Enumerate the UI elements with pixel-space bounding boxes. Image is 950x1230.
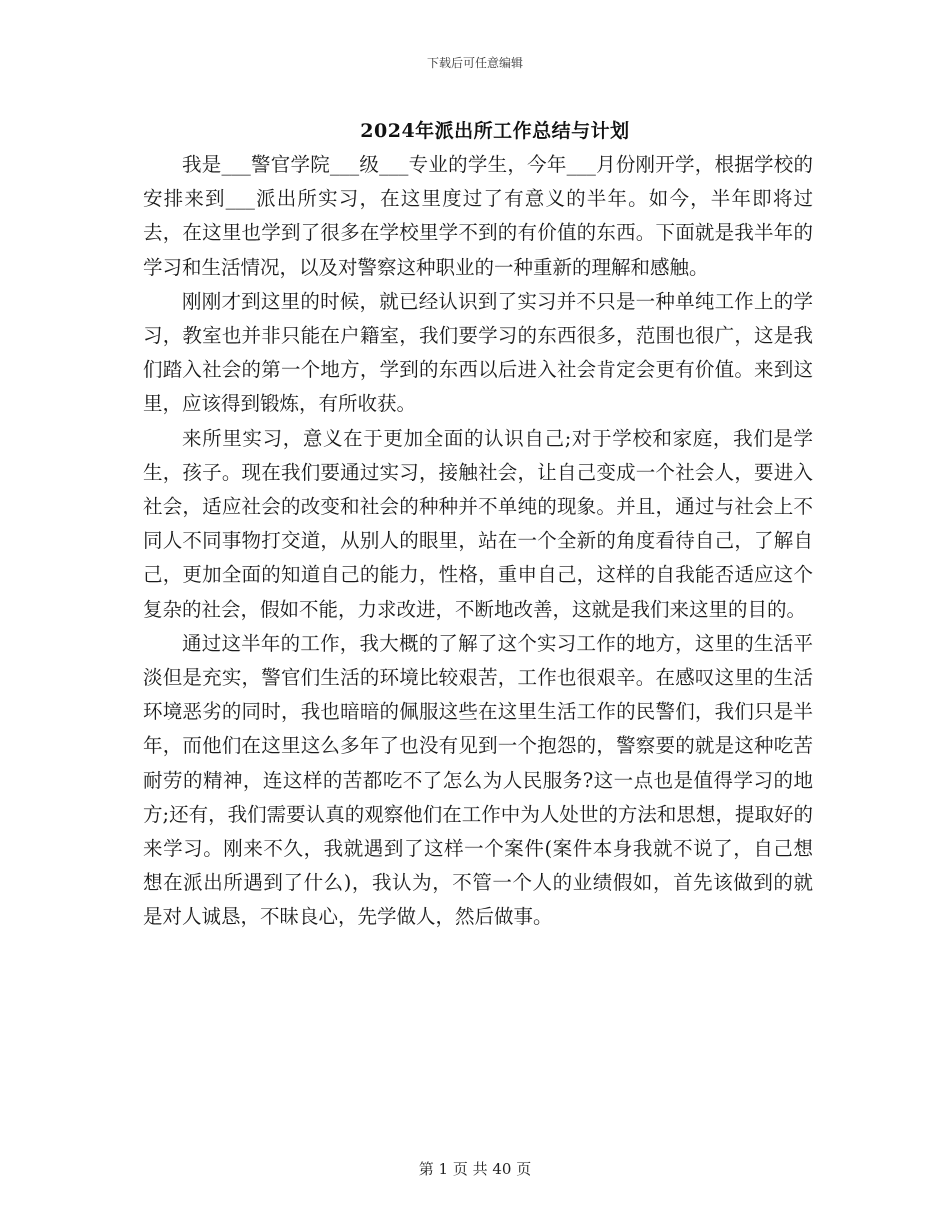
paragraph-4: 通过这半年的工作，我大概的了解了这个实习工作的地方，这里的生活平淡但是充实，警官们生活的环境比较艰苦，工作也很艰辛。在感叹这里的生活环境恶劣的同时，我也暗暗的佩服这些在这里生活工作的民警们，我们只是半年，而他们在这里这么多年了也没有见到一个抱怨的，警察要的就是这种吃苦耐劳的精神，连这样的苦都吃不了怎么为人民服务?这一点也是值得学习的地方;还有，我们需要认真的观察他们在工作中为人处世的方法和思想，提取好的来学习。刚来不久，我就遇到了这样一个案件(案件本身我就不说了，自己想想在派出所遇到了什么)，我认为，不管一个人的业绩假如，首先该做到的就是对人诚恳，不昧良心，先学做人，然后做事。 — [143, 631, 813, 929]
page-number: 第 1 页 共 40 页 — [418, 1160, 532, 1178]
document-body — [143, 148, 813, 935]
document-title: 2024年派出所工作总结与计划 — [360, 120, 630, 142]
paragraph-1: 我是___警官学院___级___专业的学生，今年___月份刚开学，根据学校的安排来到___派出所实习，在这里度过了有意义的半年。如今，半年即将过去，在这里也学到了很多在学校里学不到的有价值的东西。下面就是我半年的学习和生活情况，以及对警察这种职业的一种重新的理解和感触。 — [143, 153, 813, 279]
paragraph-3: 来所里实习，意义在于更加全面的认识自己;对于学校和家庭，我们是学生，孩子。现在我们要通过实习，接触社会，让自己变成一个社会人，要进入社会，适应社会的改变和社会的种种并不单纯的现象。并且，通过与社会上不同人不同事物打交道，从别人的眼里，站在一个全新的角度看待自己，了解自己，更加全面的知道自己的能力，性格，重申自己，这样的自我能否适应这个复杂的社会，假如不能，力求改进，不断地改善，这就是我们来这里的目的。 — [143, 426, 813, 621]
paragraph-2: 刚刚才到这里的时候，就已经认识到了实习并不只是一种单纯工作上的学习，教室也并非只能在户籍室，我们要学习的东西很多，范围也很广，这是我们踏入社会的第一个地方，学到的东西以后进入社会肯定会更有价值。来到这里，应该得到锻炼，有所收获。 — [143, 289, 813, 416]
header-note: 下载后可任意编辑 — [426, 56, 523, 70]
